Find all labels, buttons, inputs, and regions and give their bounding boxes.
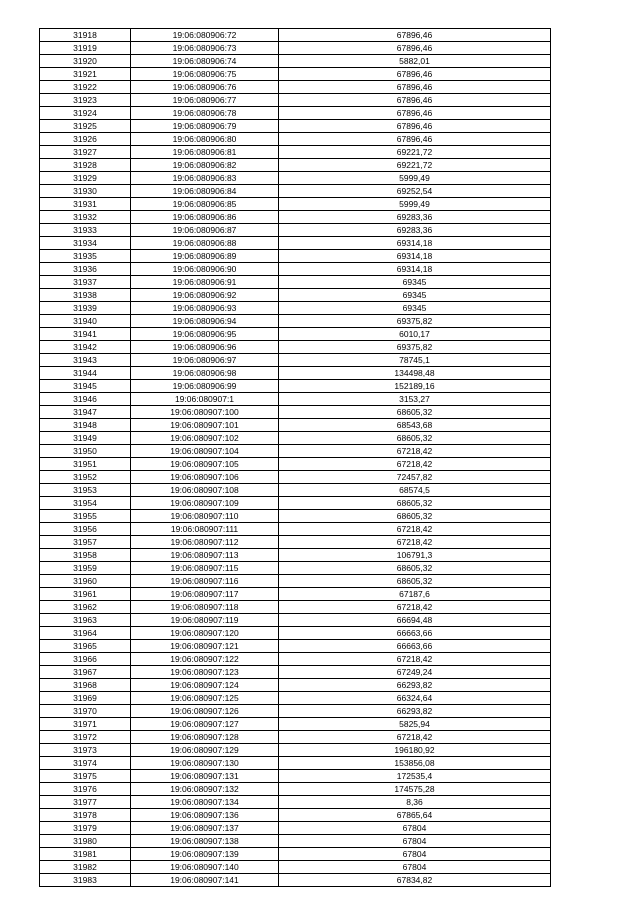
- table-row: [40, 380, 551, 393]
- cell-row-number: 31935: [40, 250, 131, 263]
- cell-row-number: 31925: [40, 120, 131, 133]
- cell-row-number: 31938: [40, 289, 131, 302]
- cell-value: 67896,46: [279, 94, 551, 107]
- cell-cadastral-number: 19:06:080906:76: [131, 81, 279, 94]
- table-row: [40, 172, 551, 185]
- cell-cadastral-number: 19:06:080906:91: [131, 276, 279, 289]
- table-row: [40, 185, 551, 198]
- cell-value: 69283,36: [279, 211, 551, 224]
- table-row: [40, 55, 551, 68]
- cell-cadastral-number: 19:06:080907:119: [131, 614, 279, 627]
- table-row: [40, 432, 551, 445]
- cell-row-number: 31972: [40, 731, 131, 744]
- cell-value: 67896,46: [279, 81, 551, 94]
- cell-row-number: 31937: [40, 276, 131, 289]
- cell-row-number: 31945: [40, 380, 131, 393]
- cell-cadastral-number: 19:06:080906:75: [131, 68, 279, 81]
- cell-value: 68605,32: [279, 510, 551, 523]
- cell-cadastral-number: 19:06:080907:100: [131, 406, 279, 419]
- table-row: [40, 367, 551, 380]
- table-row: [40, 666, 551, 679]
- cell-value: 153856,08: [279, 757, 551, 770]
- table-row: [40, 627, 551, 640]
- table-row: [40, 224, 551, 237]
- cell-row-number: 31950: [40, 445, 131, 458]
- cell-cadastral-number: 19:06:080907:127: [131, 718, 279, 731]
- table-row: [40, 276, 551, 289]
- cell-value: 67865,64: [279, 809, 551, 822]
- cell-value: 67249,24: [279, 666, 551, 679]
- cell-cadastral-number: 19:06:080906:88: [131, 237, 279, 250]
- cell-value: 67896,46: [279, 29, 551, 42]
- cell-value: 174575,28: [279, 783, 551, 796]
- cell-cadastral-number: 19:06:080906:77: [131, 94, 279, 107]
- table-row: [40, 549, 551, 562]
- cell-row-number: 31933: [40, 224, 131, 237]
- cell-value: 69345: [279, 289, 551, 302]
- cell-cadastral-number: 19:06:080906:84: [131, 185, 279, 198]
- table-row: [40, 510, 551, 523]
- cell-value: 67218,42: [279, 536, 551, 549]
- table-row: [40, 861, 551, 874]
- cell-row-number: 31930: [40, 185, 131, 198]
- table-row: [40, 679, 551, 692]
- table-row: [40, 445, 551, 458]
- cell-row-number: 31964: [40, 627, 131, 640]
- table-row: [40, 146, 551, 159]
- cell-row-number: 31932: [40, 211, 131, 224]
- cell-value: 69283,36: [279, 224, 551, 237]
- cell-cadastral-number: 19:06:080906:98: [131, 367, 279, 380]
- cell-cadastral-number: 19:06:080906:85: [131, 198, 279, 211]
- cell-value: 106791,3: [279, 549, 551, 562]
- cell-cadastral-number: 19:06:080906:92: [131, 289, 279, 302]
- cell-cadastral-number: 19:06:080906:73: [131, 42, 279, 55]
- cell-cadastral-number: 19:06:080906:82: [131, 159, 279, 172]
- cell-cadastral-number: 19:06:080907:120: [131, 627, 279, 640]
- data-table: [39, 28, 551, 887]
- table-row: [40, 393, 551, 406]
- cell-cadastral-number: 19:06:080907:122: [131, 653, 279, 666]
- cell-row-number: 31947: [40, 406, 131, 419]
- table-row: [40, 211, 551, 224]
- cell-value: 67218,42: [279, 523, 551, 536]
- cell-row-number: 31957: [40, 536, 131, 549]
- cell-row-number: 31982: [40, 861, 131, 874]
- cell-value: 78745,1: [279, 354, 551, 367]
- cell-value: 5999,49: [279, 172, 551, 185]
- cell-value: 72457,82: [279, 471, 551, 484]
- table-row: [40, 601, 551, 614]
- table-row: [40, 835, 551, 848]
- cell-value: 5999,49: [279, 198, 551, 211]
- cell-cadastral-number: 19:06:080907:102: [131, 432, 279, 445]
- cell-cadastral-number: 19:06:080906:89: [131, 250, 279, 263]
- table-row: [40, 159, 551, 172]
- cell-value: 69221,72: [279, 146, 551, 159]
- cell-cadastral-number: 19:06:080907:134: [131, 796, 279, 809]
- cell-value: 196180,92: [279, 744, 551, 757]
- cell-row-number: 31965: [40, 640, 131, 653]
- table-row: [40, 42, 551, 55]
- cell-cadastral-number: 19:06:080907:105: [131, 458, 279, 471]
- cell-cadastral-number: 19:06:080906:78: [131, 107, 279, 120]
- table-row: [40, 289, 551, 302]
- table-row: [40, 94, 551, 107]
- table-row: [40, 328, 551, 341]
- table-row: [40, 783, 551, 796]
- cell-cadastral-number: 19:06:080907:111: [131, 523, 279, 536]
- cell-row-number: 31948: [40, 419, 131, 432]
- table-row: [40, 523, 551, 536]
- cell-value: 68543,68: [279, 419, 551, 432]
- cell-row-number: 31973: [40, 744, 131, 757]
- cell-cadastral-number: 19:06:080906:79: [131, 120, 279, 133]
- cell-row-number: 31923: [40, 94, 131, 107]
- table-row: [40, 874, 551, 887]
- cell-cadastral-number: 19:06:080907:115: [131, 562, 279, 575]
- cell-cadastral-number: 19:06:080906:87: [131, 224, 279, 237]
- cell-cadastral-number: 19:06:080906:95: [131, 328, 279, 341]
- cell-row-number: 31977: [40, 796, 131, 809]
- cell-cadastral-number: 19:06:080906:81: [131, 146, 279, 159]
- cell-value: 152189,16: [279, 380, 551, 393]
- cell-value: 69314,18: [279, 237, 551, 250]
- cell-row-number: 31952: [40, 471, 131, 484]
- cell-row-number: 31980: [40, 835, 131, 848]
- cell-value: 68605,32: [279, 432, 551, 445]
- table-row: [40, 341, 551, 354]
- table-row: [40, 497, 551, 510]
- cell-cadastral-number: 19:06:080906:99: [131, 380, 279, 393]
- cell-value: 172535,4: [279, 770, 551, 783]
- table-row: [40, 809, 551, 822]
- cell-value: 69314,18: [279, 250, 551, 263]
- cell-row-number: 31962: [40, 601, 131, 614]
- table-row: [40, 731, 551, 744]
- cell-row-number: 31919: [40, 42, 131, 55]
- table-row: [40, 757, 551, 770]
- cell-row-number: 31918: [40, 29, 131, 42]
- cell-value: 66663,66: [279, 640, 551, 653]
- cell-cadastral-number: 19:06:080907:106: [131, 471, 279, 484]
- cell-row-number: 31922: [40, 81, 131, 94]
- cell-cadastral-number: 19:06:080907:104: [131, 445, 279, 458]
- cell-cadastral-number: 19:06:080907:141: [131, 874, 279, 887]
- cell-cadastral-number: 19:06:080907:112: [131, 536, 279, 549]
- cell-cadastral-number: 19:06:080906:94: [131, 315, 279, 328]
- cell-row-number: 31979: [40, 822, 131, 835]
- cell-row-number: 31969: [40, 692, 131, 705]
- cell-value: 134498,48: [279, 367, 551, 380]
- cell-row-number: 31966: [40, 653, 131, 666]
- cell-cadastral-number: 19:06:080907:125: [131, 692, 279, 705]
- cell-cadastral-number: 19:06:080907:137: [131, 822, 279, 835]
- cell-cadastral-number: 19:06:080907:121: [131, 640, 279, 653]
- cell-row-number: 31920: [40, 55, 131, 68]
- cell-value: 6010,17: [279, 328, 551, 341]
- table-row: [40, 575, 551, 588]
- cell-cadastral-number: 19:06:080907:140: [131, 861, 279, 874]
- cell-cadastral-number: 19:06:080906:74: [131, 55, 279, 68]
- cell-value: 67804: [279, 835, 551, 848]
- cell-row-number: 31934: [40, 237, 131, 250]
- cell-row-number: 31959: [40, 562, 131, 575]
- cell-value: 69375,82: [279, 341, 551, 354]
- cell-value: 5882,01: [279, 55, 551, 68]
- table-row: [40, 458, 551, 471]
- cell-cadastral-number: 19:06:080907:108: [131, 484, 279, 497]
- table-row: [40, 744, 551, 757]
- table-row: [40, 471, 551, 484]
- cell-cadastral-number: 19:06:080907:132: [131, 783, 279, 796]
- cell-row-number: 31951: [40, 458, 131, 471]
- cell-cadastral-number: 19:06:080907:130: [131, 757, 279, 770]
- cell-row-number: 31974: [40, 757, 131, 770]
- table-row: [40, 315, 551, 328]
- cell-row-number: 31929: [40, 172, 131, 185]
- table-row: [40, 250, 551, 263]
- cell-cadastral-number: 19:06:080907:123: [131, 666, 279, 679]
- table-row: [40, 536, 551, 549]
- cell-row-number: 31958: [40, 549, 131, 562]
- cell-row-number: 31953: [40, 484, 131, 497]
- cell-value: 67218,42: [279, 445, 551, 458]
- cell-cadastral-number: 19:06:080906:90: [131, 263, 279, 276]
- cell-row-number: 31940: [40, 315, 131, 328]
- cell-value: 66663,66: [279, 627, 551, 640]
- table-row: [40, 484, 551, 497]
- table-row: [40, 705, 551, 718]
- cell-cadastral-number: 19:06:080907:126: [131, 705, 279, 718]
- cell-value: 66324,64: [279, 692, 551, 705]
- cell-row-number: 31926: [40, 133, 131, 146]
- cell-cadastral-number: 19:06:080906:86: [131, 211, 279, 224]
- cell-row-number: 31968: [40, 679, 131, 692]
- cell-value: 69345: [279, 302, 551, 315]
- cell-value: 8,36: [279, 796, 551, 809]
- cell-row-number: 31975: [40, 770, 131, 783]
- table-row: [40, 718, 551, 731]
- cell-value: 69252,54: [279, 185, 551, 198]
- table-row: [40, 640, 551, 653]
- table-row: [40, 692, 551, 705]
- cell-cadastral-number: 19:06:080907:110: [131, 510, 279, 523]
- cell-row-number: 31963: [40, 614, 131, 627]
- cell-value: 67218,42: [279, 653, 551, 666]
- cell-cadastral-number: 19:06:080907:136: [131, 809, 279, 822]
- table-row: [40, 796, 551, 809]
- cell-value: 69221,72: [279, 159, 551, 172]
- cell-value: 67804: [279, 848, 551, 861]
- table-row: [40, 107, 551, 120]
- cell-row-number: 31971: [40, 718, 131, 731]
- cell-row-number: 31936: [40, 263, 131, 276]
- cell-value: 67834,82: [279, 874, 551, 887]
- cell-cadastral-number: 19:06:080907:117: [131, 588, 279, 601]
- cell-row-number: 31941: [40, 328, 131, 341]
- cell-cadastral-number: 19:06:080907:101: [131, 419, 279, 432]
- cell-row-number: 31946: [40, 393, 131, 406]
- cell-value: 67187,6: [279, 588, 551, 601]
- table-row: [40, 614, 551, 627]
- cell-cadastral-number: 19:06:080907:138: [131, 835, 279, 848]
- cell-value: 69314,18: [279, 263, 551, 276]
- cell-cadastral-number: 19:06:080907:118: [131, 601, 279, 614]
- cell-value: 67896,46: [279, 42, 551, 55]
- cell-row-number: 31961: [40, 588, 131, 601]
- cell-value: 67896,46: [279, 107, 551, 120]
- cell-value: 69345: [279, 276, 551, 289]
- table-row: [40, 406, 551, 419]
- cell-value: 68574,5: [279, 484, 551, 497]
- cell-row-number: 31955: [40, 510, 131, 523]
- cell-cadastral-number: 19:06:080906:97: [131, 354, 279, 367]
- cell-cadastral-number: 19:06:080906:72: [131, 29, 279, 42]
- table-row: [40, 120, 551, 133]
- cell-cadastral-number: 19:06:080906:83: [131, 172, 279, 185]
- cell-cadastral-number: 19:06:080907:131: [131, 770, 279, 783]
- table-row: [40, 653, 551, 666]
- cell-value: 3153,27: [279, 393, 551, 406]
- table-row: [40, 419, 551, 432]
- cell-row-number: 31931: [40, 198, 131, 211]
- cell-row-number: 31944: [40, 367, 131, 380]
- cell-row-number: 31927: [40, 146, 131, 159]
- cell-cadastral-number: 19:06:080907:109: [131, 497, 279, 510]
- cell-cadastral-number: 19:06:080906:96: [131, 341, 279, 354]
- cell-cadastral-number: 19:06:080906:80: [131, 133, 279, 146]
- table-row: [40, 848, 551, 861]
- cell-cadastral-number: 19:06:080907:124: [131, 679, 279, 692]
- cell-row-number: 31928: [40, 159, 131, 172]
- cell-value: 68605,32: [279, 562, 551, 575]
- table-row: [40, 770, 551, 783]
- table-row: [40, 81, 551, 94]
- cell-value: 67218,42: [279, 458, 551, 471]
- table-body: [40, 29, 551, 887]
- cell-row-number: 31921: [40, 68, 131, 81]
- cell-value: 67218,42: [279, 731, 551, 744]
- cell-cadastral-number: 19:06:080907:128: [131, 731, 279, 744]
- cell-cadastral-number: 19:06:080907:116: [131, 575, 279, 588]
- cell-row-number: 31943: [40, 354, 131, 367]
- cell-value: 66694,48: [279, 614, 551, 627]
- cell-value: 66293,82: [279, 705, 551, 718]
- table-row: [40, 354, 551, 367]
- cell-value: 67218,42: [279, 601, 551, 614]
- cell-value: 67896,46: [279, 133, 551, 146]
- cell-row-number: 31981: [40, 848, 131, 861]
- cell-row-number: 31967: [40, 666, 131, 679]
- cell-value: 68605,32: [279, 497, 551, 510]
- cell-cadastral-number: 19:06:080907:1: [131, 393, 279, 406]
- cell-row-number: 31976: [40, 783, 131, 796]
- table-row: [40, 302, 551, 315]
- cell-cadastral-number: 19:06:080907:113: [131, 549, 279, 562]
- table-row: [40, 133, 551, 146]
- table-row: [40, 588, 551, 601]
- cell-row-number: 31949: [40, 432, 131, 445]
- table-row: [40, 68, 551, 81]
- cell-row-number: 31942: [40, 341, 131, 354]
- table-row: [40, 29, 551, 42]
- cell-value: 67804: [279, 822, 551, 835]
- cell-value: 69375,82: [279, 315, 551, 328]
- cell-row-number: 31983: [40, 874, 131, 887]
- table-row: [40, 562, 551, 575]
- cell-value: 67896,46: [279, 120, 551, 133]
- cell-value: 67804: [279, 861, 551, 874]
- cell-value: 67896,46: [279, 68, 551, 81]
- cell-cadastral-number: 19:06:080907:129: [131, 744, 279, 757]
- table-row: [40, 263, 551, 276]
- cell-row-number: 31954: [40, 497, 131, 510]
- cell-value: 68605,32: [279, 575, 551, 588]
- cell-row-number: 31939: [40, 302, 131, 315]
- cell-row-number: 31956: [40, 523, 131, 536]
- cell-value: 5825,94: [279, 718, 551, 731]
- table-row: [40, 822, 551, 835]
- cell-row-number: 31978: [40, 809, 131, 822]
- cell-value: 66293,82: [279, 679, 551, 692]
- cell-cadastral-number: 19:06:080907:139: [131, 848, 279, 861]
- cell-row-number: 31970: [40, 705, 131, 718]
- table-row: [40, 237, 551, 250]
- cell-row-number: 31924: [40, 107, 131, 120]
- table-row: [40, 198, 551, 211]
- cell-cadastral-number: 19:06:080906:93: [131, 302, 279, 315]
- cell-value: 68605,32: [279, 406, 551, 419]
- cell-row-number: 31960: [40, 575, 131, 588]
